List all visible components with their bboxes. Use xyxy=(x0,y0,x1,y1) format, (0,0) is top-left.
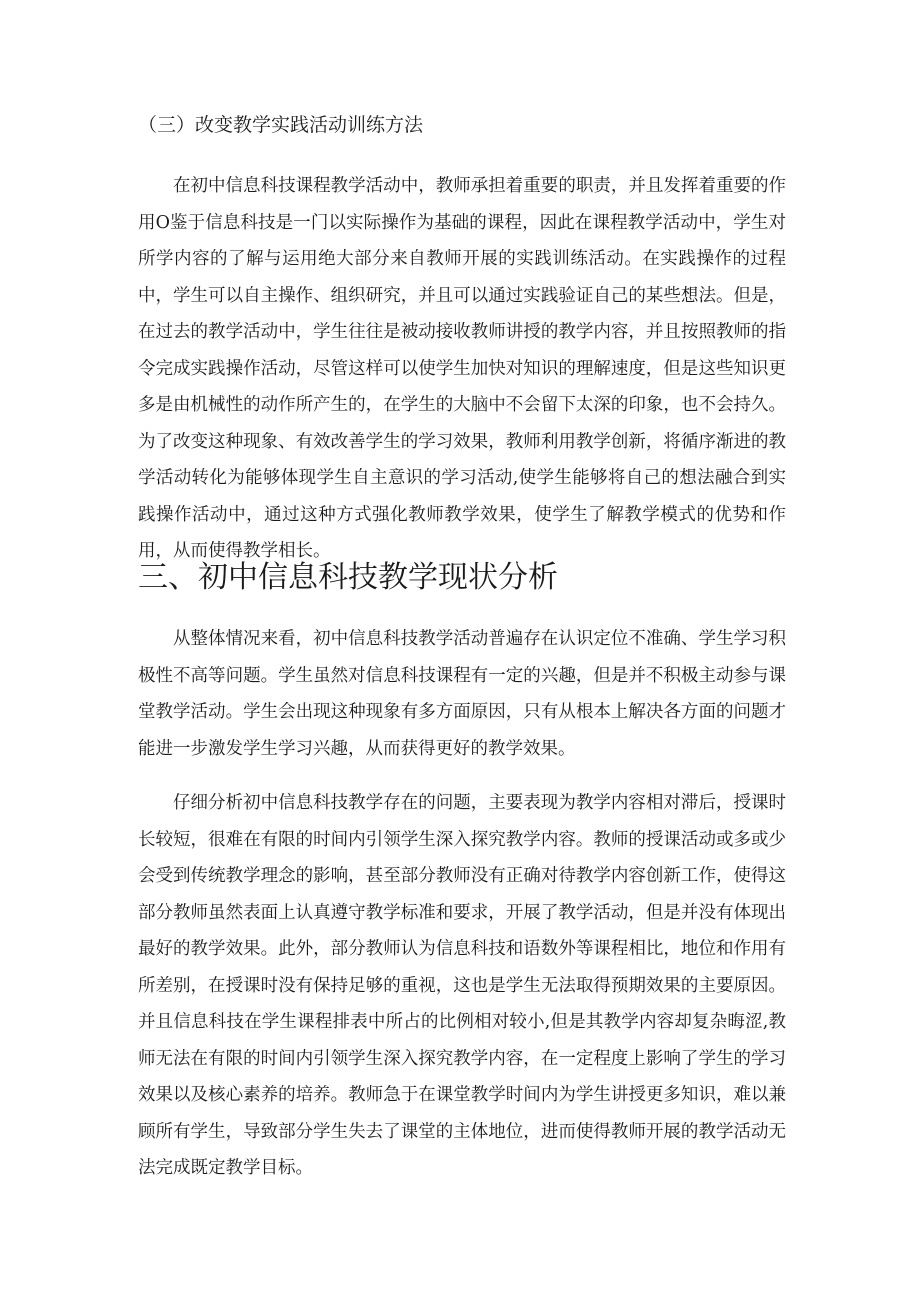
paragraph-overall-situation: 从整体情况来看，初中信息科技教学活动普遍存在认识定位不准确、学生学习积极性不高等问题。学生虽然对信息科技课程有一定的兴趣，但是并不积极主动参与课堂教学活动。学生会出现这种现象有多方面原因，只有从根本上解决各方面的问题才能进一步激发学生学习兴趣，从而获得更好的教学效果。 xyxy=(138,629,786,759)
section-heading: 三、初中信息科技教学现状分析 xyxy=(138,560,558,595)
paragraph-practice-training: 在初中信息科技课程教学活动中，教师承担着重要的职责，并且发挥着重要的作用O鉴于信息科技是一门以实际操作为基础的课程，因此在课程教学活动中，学生对所学内容的了解与运用绝大部分来自教师开展的实践训练活动。在实践操作的过程中，学生可以自主操作、组织研究，并且可以通过实践验证自己的某些想法。但是，在过去的教学活动中，学生往往是被动接收教师讲授的教学内容，并且按照教师的指令完成实践操作活动，尽管这样可以使学生加快对知识的理解速度，但是这些知识更多是由机械性的动作所产生的，在学生的大脑中不会留下太深的印象，也不会持久。为了改变这种现象、有效改善学生的学习效果，教师利用教学创新，将循序渐进的教学活动转化为能够体现学生自主意识的学习活动,使学生能够将自己的想法融合到实践操作活动中，通过这种方式强化教师教学效果，使学生了解教学模式的优势和作用，从而使得教学相长。 xyxy=(138,176,786,561)
section-subheading: （三）改变教学实践活动训练方法 xyxy=(138,114,424,136)
paragraph-problem-analysis: 仔细分析初中信息科技教学存在的问题，主要表现为教学内容相对滞后，授课时长较短，很难在有限的时间内引领学生深入探究教学内容。教师的授课活动或多或少会受到传统教学理念的影响，甚至部分教师没有正确对待教学内容创新工作，使得这部分教师虽然表面上认真遵守教学标准和要求，开展了教学活动，但是并没有体现出最好的教学效果。此外，部分教师认为信息科技和语数外等课程相比，地位和作用有所差别，在授课时没有保持足够的重视，这也是学生无法取得预期效果的主要原因。并且信息科技在学生课程排表中所占的比例相对较小,但是其教学内容却复杂晦涩,教师无法在有限的时间内引领学生深入探究教学内容，在一定程度上影响了学生的学习效果以及核心素养的培养。教师急于在课堂教学时间内为学生讲授更多知识，难以兼顾所有学生，导致部分学生失去了课堂的主体地位，进而使得教师开展的教学活动无法完成既定教学目标。 xyxy=(138,793,786,1178)
